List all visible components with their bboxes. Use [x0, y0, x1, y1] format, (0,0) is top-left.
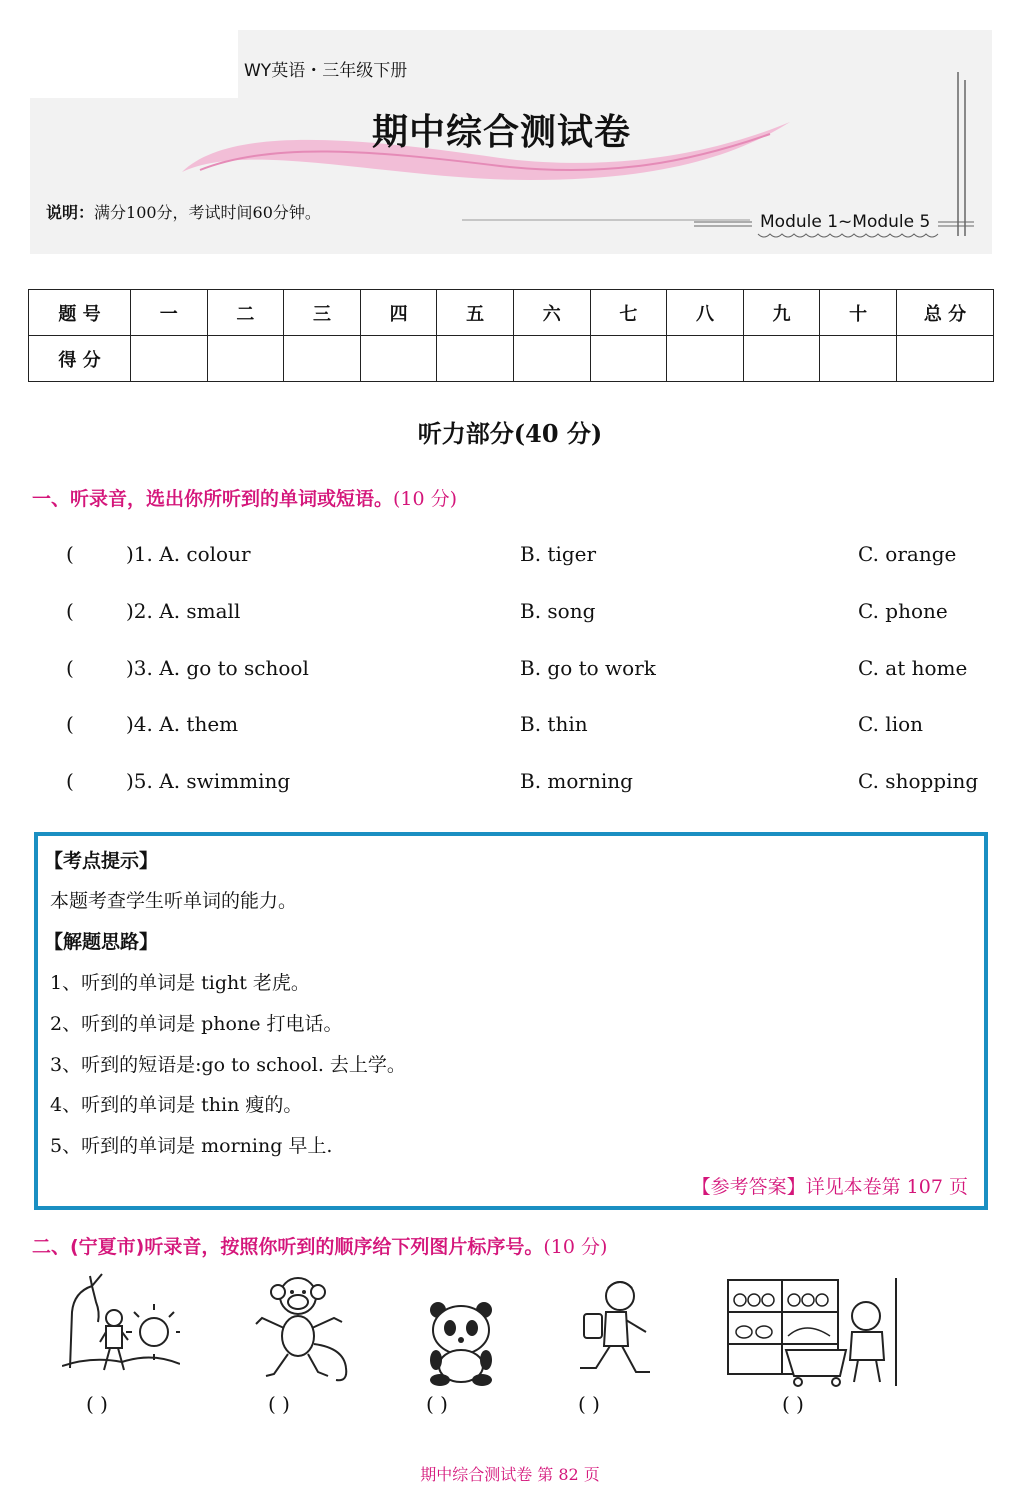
score-col-7: 七 — [590, 290, 667, 336]
question-option-a[interactable] — [126, 712, 238, 736]
monkey-picture — [248, 1272, 354, 1388]
picture-answer-blank[interactable]: ( ) — [426, 1392, 448, 1416]
answer-paren-open: ( — [66, 599, 74, 623]
part1-points: (10 分) — [393, 488, 458, 510]
part2-heading — [32, 1232, 607, 1259]
option-a-text: A. go to school — [159, 656, 309, 680]
shopping-picture — [726, 1276, 904, 1388]
exam-instructions — [46, 200, 321, 223]
picture-answer-blank[interactable]: ( ) — [86, 1392, 108, 1416]
score-cell[interactable] — [513, 336, 590, 382]
part2-heading-text: 二、(宁夏市)听录音，按照你听到的顺序给下列图片标序号。 — [32, 1236, 544, 1258]
hint-point-title: 【考点提示】 — [44, 850, 159, 872]
answer-reference: 【参考答案】详见本卷第 107 页 — [691, 1176, 968, 1198]
question-option-b[interactable]: B. thin — [520, 712, 588, 736]
score-cell[interactable] — [360, 336, 437, 382]
question-option-b[interactable]: B. tiger — [520, 542, 597, 566]
module-range: Module 1~Module 5 — [760, 212, 931, 232]
score-col-4: 四 — [360, 290, 437, 336]
part1-heading — [32, 484, 457, 511]
option-a-text: A. colour — [159, 542, 251, 566]
option-a-text: A. swimming — [159, 769, 291, 793]
part2-points: (10 分) — [543, 1236, 608, 1258]
score-cell[interactable] — [743, 336, 820, 382]
question-row — [0, 769, 1020, 809]
answer-paren-open: ( — [66, 656, 74, 680]
score-col-5: 五 — [437, 290, 514, 336]
answer-paren-open: ( — [66, 542, 74, 566]
score-col-3: 三 — [284, 290, 361, 336]
score-col-8: 八 — [667, 290, 744, 336]
question-row — [0, 542, 1020, 582]
exam-title: 期中综合测试卷 — [372, 112, 632, 153]
score-cell[interactable] — [897, 336, 994, 382]
boy-running-picture — [566, 1276, 658, 1388]
hint-line: 4、听到的单词是 thin 瘦的。 — [50, 1094, 303, 1116]
question-row — [0, 656, 1020, 696]
question-option-c[interactable]: C. phone — [858, 599, 948, 623]
question-option-a[interactable] — [126, 769, 290, 793]
picture-answer-blank[interactable]: ( ) — [268, 1392, 290, 1416]
question-option-a[interactable] — [126, 599, 240, 623]
score-cell[interactable] — [590, 336, 667, 382]
score-table — [28, 289, 994, 382]
question-number: )2. — [126, 599, 153, 623]
morning-walk-picture — [62, 1272, 180, 1388]
panda-picture — [420, 1296, 502, 1388]
score-col-total: 总 分 — [897, 290, 994, 336]
hint-method-title: 【解题思路】 — [44, 931, 159, 953]
option-a-text: A. them — [159, 712, 239, 736]
hint-line: 1、听到的单词是 tight 老虎。 — [50, 972, 310, 994]
question-number: )4. — [126, 712, 153, 736]
question-option-c[interactable]: C. shopping — [858, 769, 979, 793]
score-col-1: 一 — [131, 290, 208, 336]
question-option-b[interactable]: B. song — [520, 599, 596, 623]
score-col-label: 题 号 — [29, 290, 131, 336]
question-row — [0, 712, 1020, 752]
hint-point-text: 本题考查学生听单词的能力。 — [50, 890, 298, 912]
score-cell[interactable] — [284, 336, 361, 382]
score-col-2: 二 — [207, 290, 284, 336]
page-footer: 期中综合测试卷 第 82 页 — [420, 1465, 600, 1484]
picture-answer-blank[interactable]: ( ) — [782, 1392, 804, 1416]
score-cell[interactable] — [820, 336, 897, 382]
instructions-text: 满分100分，考试时间60分钟。 — [94, 203, 321, 222]
score-table-score-row — [29, 336, 994, 382]
answer-paren-open: ( — [66, 769, 74, 793]
question-option-c[interactable]: C. at home — [858, 656, 968, 680]
question-option-c[interactable]: C. lion — [858, 712, 924, 736]
score-row-label: 得 分 — [29, 336, 131, 382]
hint-line: 2、听到的单词是 phone 打电话。 — [50, 1013, 343, 1035]
score-cell[interactable] — [667, 336, 744, 382]
score-table-header-row — [29, 290, 994, 336]
question-number: )3. — [126, 656, 153, 680]
score-cell[interactable] — [207, 336, 284, 382]
part1-heading-text: 一、听录音，选出你所听到的单词或短语。 — [32, 488, 394, 510]
score-col-6: 六 — [513, 290, 590, 336]
answer-paren-open: ( — [66, 712, 74, 736]
series-label: WY英语・三年级下册 — [244, 61, 408, 81]
question-option-c[interactable]: C. orange — [858, 542, 957, 566]
question-option-b[interactable]: B. go to work — [520, 656, 656, 680]
picture-answer-blank[interactable]: ( ) — [578, 1392, 600, 1416]
instructions-prefix: 说明： — [46, 203, 95, 222]
question-number: )5. — [126, 769, 153, 793]
score-col-10: 十 — [820, 290, 897, 336]
hint-line: 3、听到的短语是:go to school. 去上学。 — [50, 1054, 406, 1076]
score-cell[interactable] — [131, 336, 208, 382]
hint-line: 5、听到的单词是 morning 早上. — [50, 1135, 333, 1157]
question-number: )1. — [126, 542, 153, 566]
question-row — [0, 599, 1020, 639]
score-cell[interactable] — [437, 336, 514, 382]
question-option-b[interactable]: B. morning — [520, 769, 633, 793]
question-option-a[interactable] — [126, 656, 309, 680]
section-heading-listening: 听力部分(40 分) — [417, 419, 603, 448]
option-a-text: A. small — [159, 599, 241, 623]
score-col-9: 九 — [743, 290, 820, 336]
question-option-a[interactable] — [126, 542, 251, 566]
